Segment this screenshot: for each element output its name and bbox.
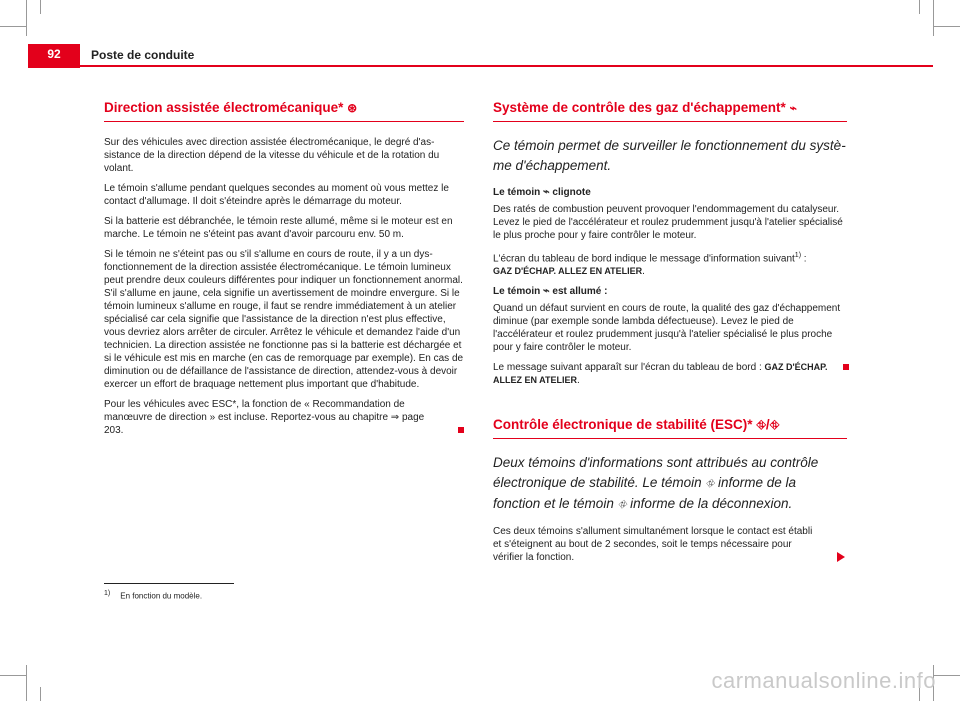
section-heading [493, 417, 847, 439]
subheading-text: Le témoin [493, 286, 541, 298]
intro-text: informe de la déconnexion. [630, 496, 793, 512]
crop-mark [0, 26, 26, 27]
crop-mark [26, 0, 27, 36]
footnote [104, 590, 202, 601]
engine-check-icon: ⌁ [543, 285, 550, 298]
watermark: carmanualsonline.info [711, 668, 936, 693]
right-column [493, 100, 847, 571]
paragraph [493, 249, 847, 278]
heading-text: Système de contrôle des gaz d'échappement* [493, 100, 786, 115]
esc-car-skid-icon: ⛗ [705, 478, 715, 491]
crop-mark [40, 687, 41, 701]
paragraph-text: . [642, 266, 645, 278]
continue-arrow-icon [837, 552, 845, 562]
subheading-text: Le témoin [493, 187, 541, 198]
subheading-text: clignote [552, 187, 591, 198]
heading-text: Contrôle électronique de stabilité (ESC)* [493, 417, 753, 433]
crop-mark [0, 675, 26, 676]
crop-mark [934, 26, 960, 27]
crop-mark [934, 675, 960, 676]
heading-text: Direction assistée électromécanique* [104, 100, 344, 115]
paragraph-text: Le message suivant apparaît sur l'écran du tableau de bord : [493, 362, 765, 374]
page-number: 92 [47, 47, 61, 61]
crop-mark [26, 665, 27, 701]
subheading [493, 186, 847, 199]
paragraph-text: Pour les véhicules avec ESC*, la fonction de « Recommandation de manœuvre de direction » est incluse. Reportez-vous au chapitre ⇒ page 203. [104, 399, 425, 436]
paragraph: Si la batterie est débranchée, le témoin reste allumé, même si le moteur est en marche. Le témoin ne s'éteint pas avant d'avoir parcouru env. 50 m. [104, 216, 453, 240]
display-message: GAZ D'ÉCHAP. ALLEZ EN ATELIER [493, 266, 643, 277]
steering-wheel-warning-icon: ⊛ [347, 101, 358, 115]
paragraph-text: : [801, 253, 807, 265]
end-square-icon [458, 427, 464, 433]
engine-check-icon: ⌁ [789, 101, 797, 115]
esc-off-icon: ⛗ [617, 499, 627, 512]
paragraph: Le témoin s'allume pendant quelques secondes au moment où vous mettez le contact d'allumage. Il doit s'éteindre après le démarrage du moteur. [104, 183, 449, 207]
chapter-title: Poste de conduite [91, 48, 195, 62]
paragraph: Sur des véhicules avec direction assistée électromécanique, le degré d'assistance de la direction dépend de la vitesse du véhicule et de la rotation du volant. [104, 137, 440, 174]
paragraph [104, 398, 464, 437]
footnote-rule [104, 583, 234, 584]
section-intro [493, 453, 847, 515]
paragraph: Si le témoin ne s'éteint pas ou s'il s'allume en cours de route, il y a un dysfonctionnement de la direction assistée électromécanique. Le témoin lumineux peut prendre deux couleurs différentes pour indiquer un fonctionnement anormal. S'il s'allume en jaune, cela signifie un avertissement de moindre envergure. Si le témoin lumineux s'allume en rouge, il faut se rendre immédiatement à un atelier spécialisé car cela signifie que l'assistance de la direction n'est plus effective, vous devriez alors arrêter de circuler. Arrêtez le véhicule et demandez l'aide d'un technicien. La direction assistée ne fonctionne pas si la batterie est déchargée et si le véhicule est mis en marche (en cas de remorquage par exemple). En cas de diminution ou de défaillance de l'assistance de direction, attendez-vous à devoir exercer un effort de braquage nettement plus important que d'habitude. [104, 249, 464, 390]
display-message: GAZ D'ÉCHAP. ALLEZ EN ATELIER [493, 362, 828, 386]
subheading-text: est allumé : [552, 286, 608, 298]
paragraph [493, 525, 847, 564]
paragraph: Des ratés de combustion peuvent provoquer l'endommagement du catalyseur. Levez le pied de l'accélérateur et roulez prudemment jusqu'à l'atelier spécialisé le plus proche pour y faire contrôler le moteur. [493, 204, 843, 241]
paragraph-text: L'écran du tableau de bord indique le message d'information suivant [493, 253, 795, 265]
section-heading [493, 100, 847, 122]
subheading [493, 285, 847, 298]
paragraph-text: . [577, 375, 580, 387]
paragraph: Quand un défaut survient en cours de route, la qualité des gaz d'échappement diminue (par exemple sonde lambda défectueuse). Levez le pied de l'accélérateur et roulez prudemment jusqu'à l'atelier spécialisé le plus proche pour y faire contrôler le moteur. [493, 303, 841, 354]
crop-mark [40, 0, 41, 14]
footnote-mark: 1) [104, 590, 111, 597]
crop-mark [919, 0, 920, 14]
intro-text: informe de la fonction et le témoin [493, 475, 797, 512]
end-square-icon [843, 364, 849, 370]
header-rule [80, 65, 933, 67]
esc-car-skid-icon: ⛗ [756, 418, 766, 433]
section-heading [104, 100, 464, 122]
paragraph [493, 361, 847, 387]
footnote-ref: 1) [794, 252, 802, 259]
section-intro: Ce témoin permet de surveiller le fonctionnement du système d'échappement. [493, 138, 846, 173]
paragraph-text: Ces deux témoins s'allument simultanément lorsque le contact est établi et s'éteignent au bout de 2 secondes, soit le temps nécessaire pour vérifier la fonction. [493, 526, 813, 564]
left-column [104, 100, 464, 444]
esc-off-icon: ⛗ [769, 418, 780, 433]
crop-mark [933, 0, 934, 36]
footnote-text: En fonction du modèle. [120, 591, 203, 601]
engine-check-icon: ⌁ [543, 186, 550, 198]
intro-text: Deux témoins d'informations sont attribués au contrôle électronique de stabilité. Le témoin [493, 455, 819, 491]
heading-separator: / [765, 417, 770, 433]
